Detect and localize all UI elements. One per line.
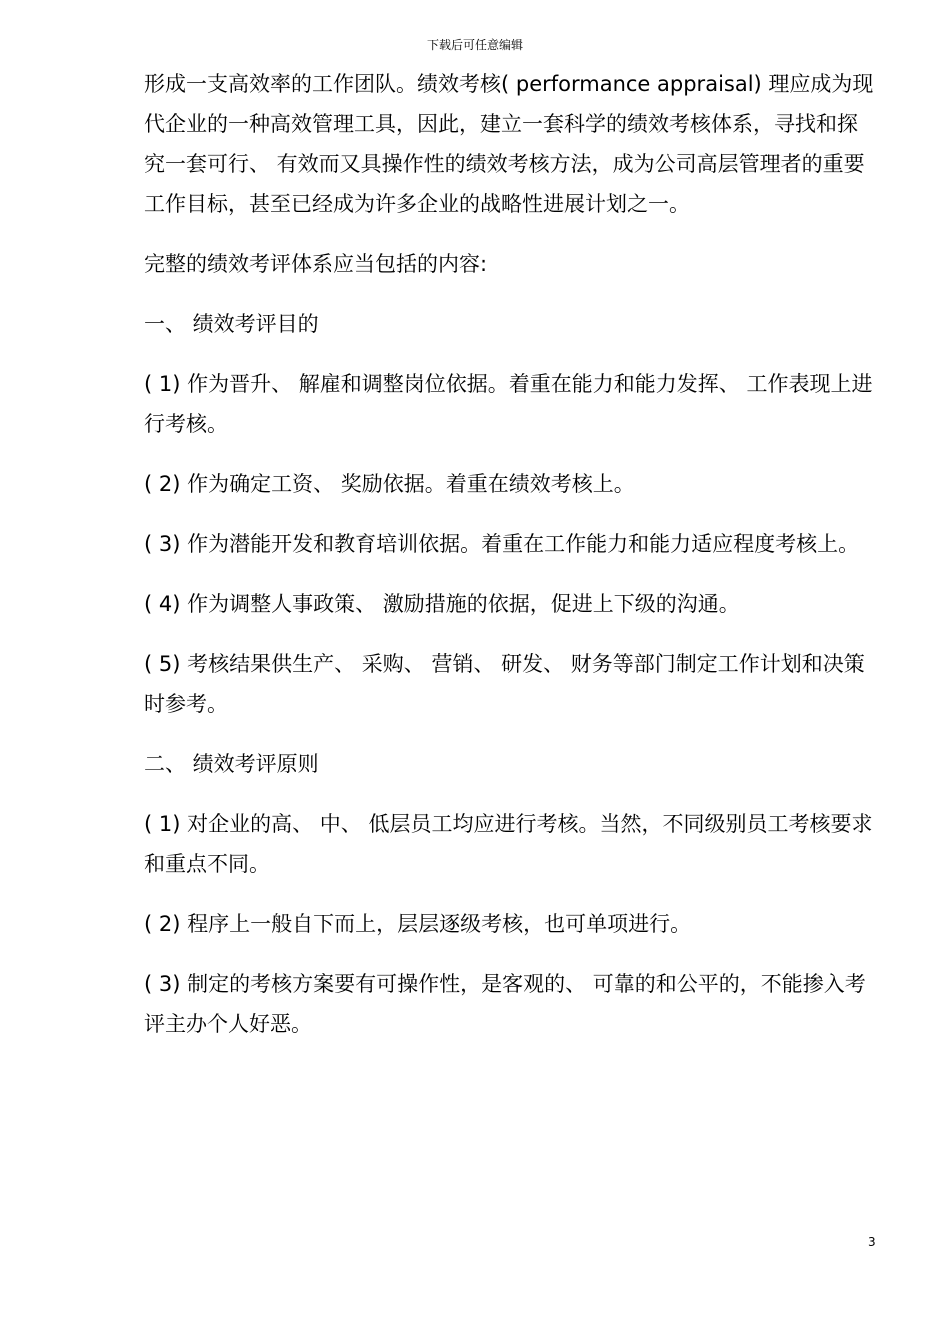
document-body — [144, 64, 874, 1064]
section-heading-principles: 二、 绩效考评原则 — [144, 752, 319, 776]
principle-item-2: ( 2) 程序上一般自下而上，层层逐级考核，也可单项进行。 — [144, 912, 692, 936]
purpose-item-4: ( 4) 作为调整人事政策、 激励措施的依据，促进上下级的沟通。 — [144, 592, 740, 616]
page-header: 下载后可任意编辑 — [426, 38, 523, 52]
purpose-item-2: ( 2) 作为确定工资、 奖励依据。着重在绩效考核上。 — [144, 472, 635, 496]
content-heading: 完整的绩效考评体系应当包括的内容: — [144, 252, 488, 276]
section-heading-purpose: 一、 绩效考评目的 — [144, 312, 319, 336]
intro-paragraph: 形成一支高效率的工作团队。绩效考核( performance appraisal) 理应成为现代企业的一种高效管理工具，因此，建立一套科学的绩效考核体系，寻找和探究一套可行、 有效而又具操作性的绩效考核方法，成为公司高层管理者的重要工作目标，甚至已经成为许多企业的战略性进展计划之一。 — [144, 72, 874, 216]
principle-item-3: ( 3) 制定的考核方案要有可操作性，是客观的、 可靠的和公平的，不能掺入考评主办个人好恶。 — [144, 972, 866, 1036]
purpose-item-3: ( 3) 作为潜能开发和教育培训依据。着重在工作能力和能力适应程度考核上。 — [144, 532, 860, 556]
purpose-item-5: ( 5) 考核结果供生产、 采购、 营销、 研发、 财务等部门制定工作计划和决策时参考。 — [144, 652, 865, 716]
principle-item-1: ( 1) 对企业的高、 中、 低层员工均应进行考核。当然，不同级别员工考核要求和重点不同。 — [144, 812, 873, 876]
purpose-item-1: ( 1) 作为晋升、 解雇和调整岗位依据。着重在能力和能力发挥、 工作表现上进行考核。 — [144, 372, 873, 436]
page-number: 3 — [868, 1235, 876, 1249]
